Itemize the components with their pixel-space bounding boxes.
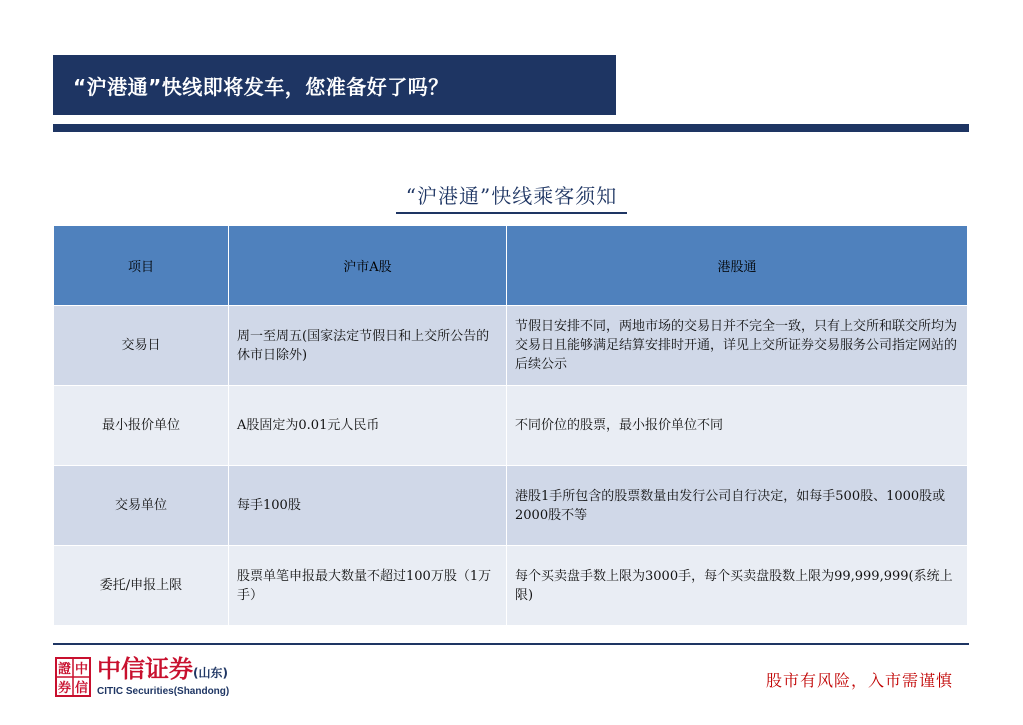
- svg-text:信: 信: [74, 681, 89, 696]
- row-label: 交易单位: [54, 466, 229, 546]
- row-label: 交易日: [54, 306, 229, 386]
- svg-text:證: 證: [57, 662, 72, 677]
- footer-divider: [53, 643, 969, 645]
- logo-region: (山东): [193, 666, 228, 680]
- table-subtitle: “沪港通”快线乘客须知: [396, 184, 627, 214]
- hk-cell: 节假日安排不同，两地市场的交易日并不完全一致，只有上交所和联交所均为交易日且能够满足结算安排时开通，详见上交所证券交易服务公司指定网站的后续公示: [507, 306, 968, 386]
- table-header-row: [54, 226, 968, 306]
- risk-slogan: 股市有风险，入市需谨慎: [765, 671, 953, 690]
- table-row: [54, 386, 968, 466]
- sh-cell: A股固定为0.01元人民币: [229, 386, 507, 466]
- header-item: 项目: [54, 226, 229, 306]
- svg-text:中: 中: [74, 662, 89, 677]
- hk-cell: 每个买卖盘手数上限为3000手，每个买卖盘股数上限为99,999,999(系统上限): [507, 546, 968, 626]
- page-title: “沪港通”快线即将发车，您准备好了吗？: [53, 55, 616, 115]
- sh-cell: 每手100股: [229, 466, 507, 546]
- subtitle-wrap: [0, 180, 1023, 209]
- row-label: 委托/申报上限: [54, 546, 229, 626]
- citic-logo: [55, 657, 229, 697]
- row-label: 最小报价单位: [54, 386, 229, 466]
- citic-seal-icon: [55, 657, 91, 697]
- title-divider-bar: [53, 124, 969, 132]
- table-row: [54, 306, 968, 386]
- logo-cn-name: 中信证券: [97, 655, 193, 683]
- table-row: [54, 546, 968, 626]
- header-hk-connect: 港股通: [507, 226, 968, 306]
- logo-en-name: CITIC Securities(Shandong): [97, 686, 230, 697]
- hk-cell: 港股1手所包含的股票数量由发行公司自行决定，如每手500股、1000股或2000股不等: [507, 466, 968, 546]
- svg-text:券: 券: [57, 681, 72, 696]
- header-sh-a-share: 沪市A股: [229, 226, 507, 306]
- comparison-table: [53, 225, 968, 626]
- sh-cell: 周一至周五(国家法定节假日和上交所公告的休市日除外): [229, 306, 507, 386]
- logo-text: [97, 656, 229, 698]
- sh-cell: 股票单笔申报最大数量不超过100万股（1万手）: [229, 546, 507, 626]
- hk-cell: 不同价位的股票，最小报价单位不同: [507, 386, 968, 466]
- table-row: [54, 466, 968, 546]
- logo-cn-line: [97, 656, 229, 686]
